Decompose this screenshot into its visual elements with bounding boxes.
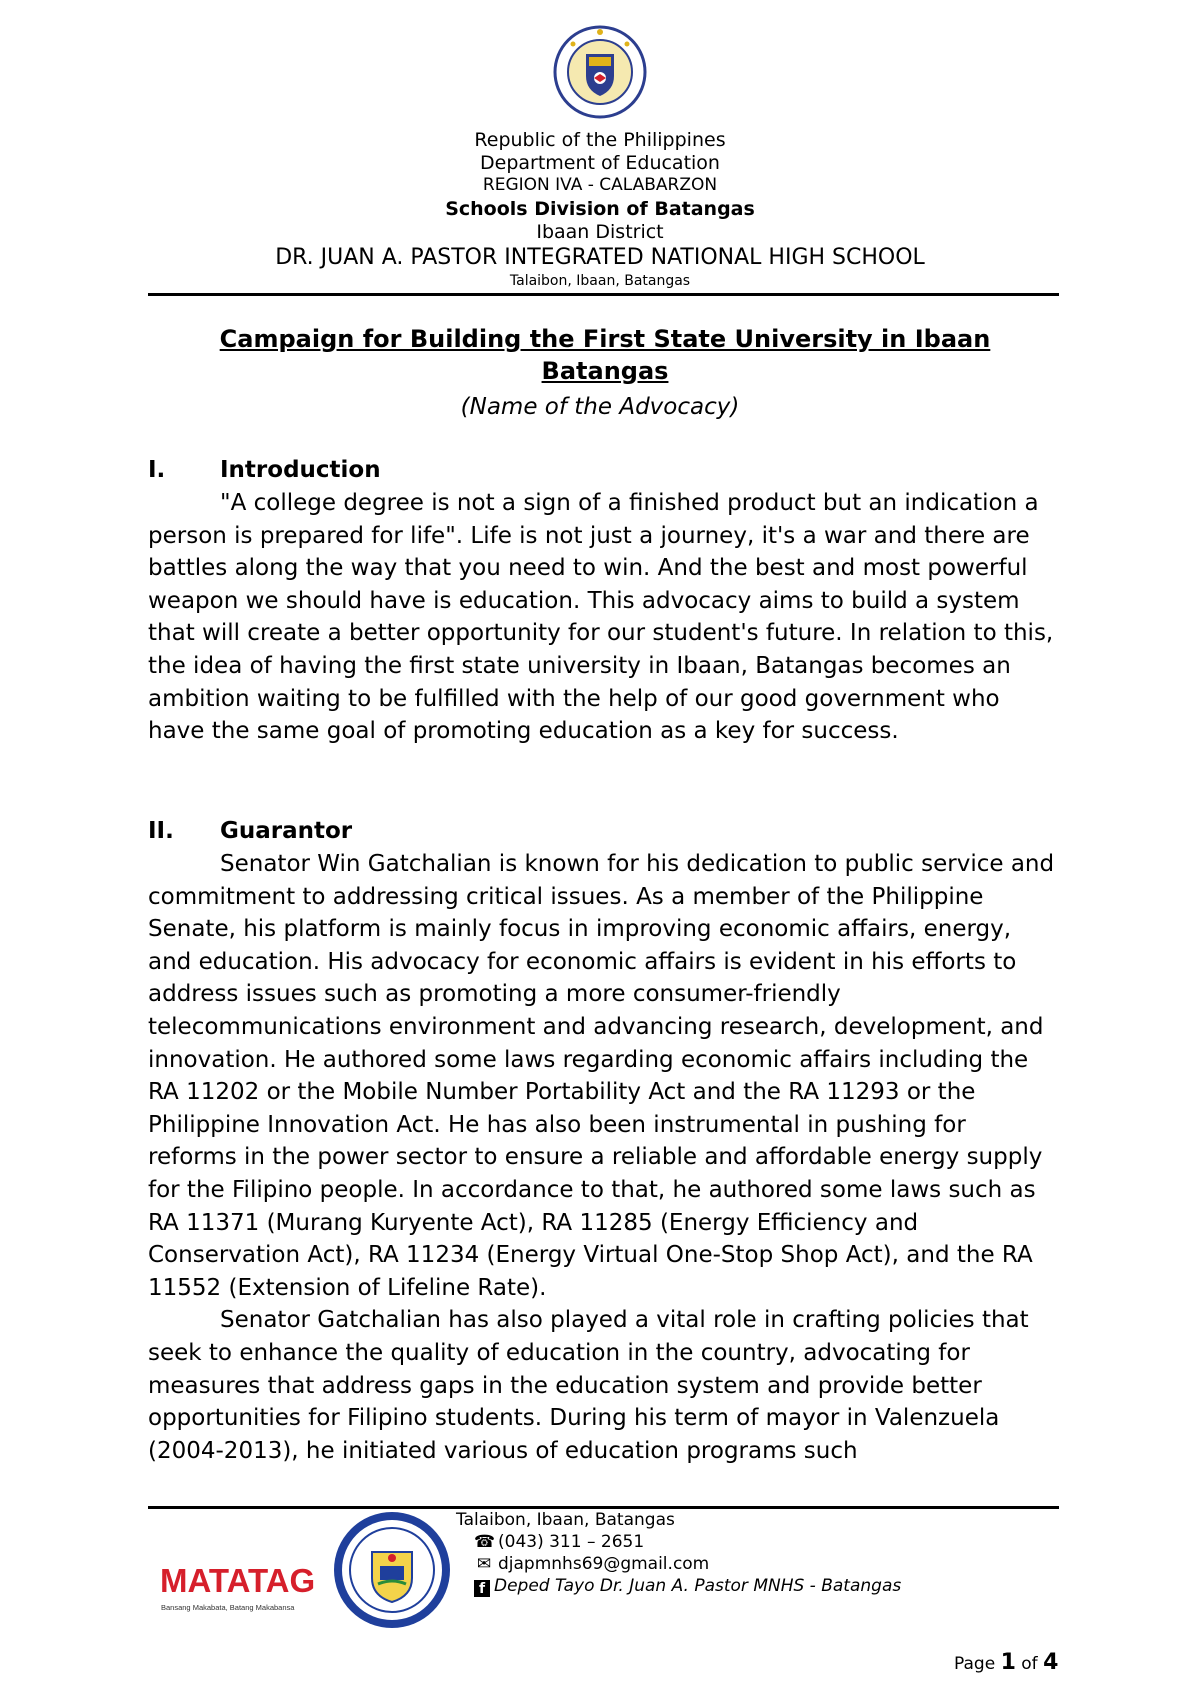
header-school-name: DR. JUAN A. PASTOR INTEGRATED NATIONAL HIGH SCHOOL [275, 245, 925, 270]
header-school-address: Talaibon, Ibaan, Batangas [509, 273, 691, 289]
paragraph: Senator Win Gatchalian is known for his dedication to public service and commitment to addressing critical issues. As a member of the Philippine Senate, his platform is mainly focus in improving economic affairs, energy, and education. His advocacy for economic affairs is evident in his efforts to address issues such as promoting a more consumer-friendly telecommunications environment and advancing research, development, and innovation. He authored some laws regarding economic affairs including the RA 11202 or the Mobile Number Portability Act and the RA 11293 or the Philippine Innovation Act. He has also been instrumental in pushing for reforms in the power sector to ensure a reliable and affordable energy supply for the Filipino people. In accordance to that, he authored some laws such as RA 11371 (Murang Kuryente Act), RA 11285 (Energy Efficiency and Conservation Act), RA 11234 (Energy Virtual One-Stop Shop Act), and the RA 11552 (Extension of Lifeline Rate). [148, 851, 1055, 1301]
page-current: 1 [1000, 1650, 1016, 1675]
deped-seal-logo [553, 20, 647, 130]
page-total: 4 [1043, 1650, 1059, 1675]
matatag-tagline: Bansang Makabata, Batang Makabansa [161, 1603, 295, 1612]
paragraph: "A college degree is not a sign of a finished product but an indication a person is prepared for life". Life is not just a journey, it's a war and there are battles along the way that you need to win. And the best and most powerful weapon we should have is education. This advocacy aims to build a system that will create a better opportunity for our student's future. In relation to this, the idea of having the first state university in Ibaan, Batangas becomes an ambition waiting to be fulfilled with the help of our good government who have the same goal of promoting education as a key for success. [148, 490, 1054, 745]
section-heading-guarantor [148, 816, 352, 846]
envelope-icon: ✉ [476, 1554, 492, 1574]
section-number: I. [148, 457, 166, 483]
matatag-wordmark: MATATAG [160, 1562, 316, 1599]
advocacy-title: Campaign for Building the First State University in Ibaan Batangas [219, 325, 991, 385]
matatag-logo [160, 1550, 320, 1620]
header-republic: Republic of the Philippines [474, 129, 726, 151]
section-heading-introduction [148, 455, 381, 485]
header-district: Ibaan District [536, 221, 664, 243]
footer-facebook [474, 1576, 901, 1597]
header-division: Schools Division of Batangas [445, 198, 755, 220]
footer-address: Talaibon, Ibaan, Batangas [456, 1510, 675, 1530]
section-body-introduction [148, 487, 1058, 748]
page-label: Page [954, 1654, 996, 1674]
section-number: II. [148, 818, 174, 844]
section-body-guarantor [148, 848, 1058, 1467]
header-region: REGION IVA - CALABARZON [482, 175, 718, 195]
header-divider [148, 293, 1059, 296]
page-of: of [1021, 1654, 1038, 1674]
footer-divider [148, 1506, 1059, 1509]
section-title: Guarantor [220, 818, 353, 844]
section-title: Introduction [220, 457, 381, 483]
paragraph: Senator Gatchalian has also played a vital role in crafting policies that seek to enhance the quality of education in the country, advocating for measures that address gaps in the education system and provide better opportunities for Filipino students. During his term of mayor in Valenzuela (2004-2013), he initiated various of education programs such [148, 1307, 1029, 1464]
footer-facebook-page: Deped Tayo Dr. Juan A. Pastor MNHS - Batangas [494, 1576, 902, 1596]
advocacy-subtitle: (Name of the Advocacy) [460, 394, 740, 420]
phone-icon: ☎ [474, 1532, 496, 1552]
header-department: Department of Education [480, 152, 720, 174]
footer-email-address: djapmnhs69@gmail.com [498, 1554, 710, 1574]
footer-phone [474, 1532, 644, 1553]
page-number [954, 1650, 1058, 1675]
facebook-icon: f [474, 1580, 490, 1597]
school-seal-logo [330, 1508, 454, 1632]
footer-phone-number: (043) 311 – 2651 [498, 1532, 645, 1552]
footer-email [474, 1554, 709, 1575]
